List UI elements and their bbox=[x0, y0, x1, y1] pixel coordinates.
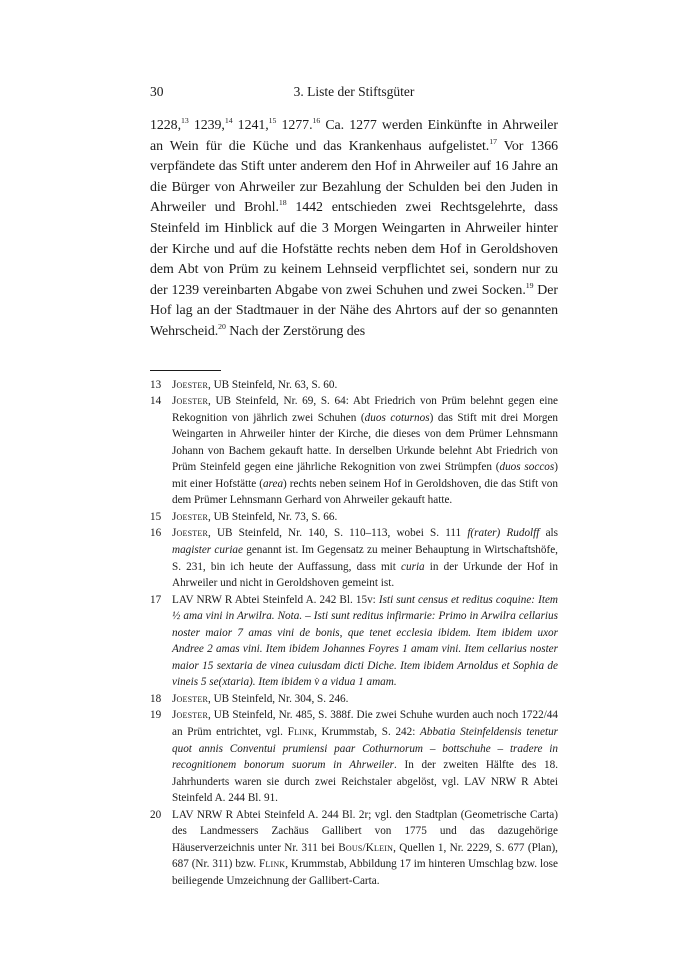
running-head: 3. Liste der Stiftsgüter bbox=[293, 84, 415, 99]
author-name: Joester bbox=[172, 378, 208, 391]
text-run: , Krummstab, S. 242: bbox=[313, 726, 421, 739]
text-run: . In der zweiten Hälfte des 18. Jahrhunderts waren sie durch zwei Reichstaler abgelöst, vgl. LAV NRW R Abtei Steinfeld A. 244 Bl. 91. bbox=[172, 759, 559, 805]
footnote-item bbox=[150, 393, 558, 509]
text-run: , UB Steinfeld, Nr. 73, S. 66. bbox=[207, 510, 338, 523]
footnote-number: 15 bbox=[150, 510, 162, 523]
footnote-text bbox=[172, 525, 558, 591]
author-name: Joester bbox=[172, 527, 208, 540]
author-name: Flink bbox=[287, 726, 314, 739]
text-run: , UB Steinfeld, Nr. 140, S. 110–113, wobei S. 111 bbox=[207, 527, 468, 540]
footnote-number: 17 bbox=[150, 593, 162, 606]
text-run: 1239, bbox=[188, 118, 225, 133]
text-run: LAV NRW R Abtei Steinfeld A. 242 Bl. 15v: bbox=[172, 593, 379, 606]
footnote-item bbox=[150, 525, 558, 591]
footnote-reference: 18 bbox=[278, 198, 287, 208]
text-run: , UB Steinfeld, Nr. 304, S. 246. bbox=[207, 692, 349, 705]
author-name: Joester bbox=[172, 692, 208, 705]
latin-quotation: duos coturnos bbox=[364, 411, 430, 424]
main-paragraph bbox=[150, 116, 558, 343]
latin-quotation: Abbatia Steinfeldensis tenetur quot annis Conventui prumiensi paar Cothurnorum – bottschuhe – tradere in recognitionem bonorum suorum in Ahrweiler bbox=[172, 726, 559, 772]
latin-quotation: magister curiae bbox=[172, 544, 243, 556]
footnote-number: 20 bbox=[150, 808, 162, 821]
footnote-item bbox=[150, 509, 558, 526]
latin-quotation: f(rater) Rudolff bbox=[467, 527, 540, 540]
footnote-reference: 16 bbox=[312, 116, 321, 125]
footnote-reference: 20 bbox=[218, 321, 226, 331]
footnote-item bbox=[150, 807, 558, 890]
footnote-text bbox=[172, 393, 558, 509]
author-name: Joester bbox=[172, 709, 208, 722]
text-run: in der Urkunde der Hof in Ahrweiler und nicht in Geroldshoven gemeint ist. bbox=[172, 560, 558, 590]
footnote-number: 14 bbox=[150, 395, 162, 408]
footnote-reference: 15 bbox=[268, 116, 277, 125]
text-run: 1277. bbox=[276, 118, 313, 133]
latin-quotation: area bbox=[262, 477, 284, 490]
footnote-item bbox=[150, 592, 558, 691]
footnote-text bbox=[172, 691, 558, 708]
author-name: Joester bbox=[172, 395, 208, 408]
footnote-number: 16 bbox=[150, 527, 162, 540]
footnote-reference: 13 bbox=[181, 116, 189, 125]
book-page bbox=[150, 82, 558, 889]
footnote-number: 18 bbox=[150, 692, 162, 705]
latin-quotation: Isti sunt census et reditus coquine: Item ½ ama vini in Arwilra. Nota. – Isti sunt reditus infirmarie: Primo in Arwilra cellarius noster maior 7 amas vini de bonis, que tenet ecclesia ibidem. Item ibidem uxor Andree 2 amas vini. Item ibidem Johannes Foyres 1 amam vini. Item cellarius noster maior 15 sextaria de vinea cuiusdam dicti Diche. Item ibidem Arnoldus et Sophia de vineis 5 se(xtaria). Item ibidem v̇ a vidua 1 amam. bbox=[172, 593, 558, 689]
author-name: Joester bbox=[172, 510, 208, 523]
text-run: Vor 1366 verpfändete das Stift unter anderem den Hof in Ahrweiler auf 16 Jahre an die Bürger von Ahrweiler zur Bezahlung der Schulden bei den Juden in Ahrweiler und Brohl. bbox=[150, 138, 558, 216]
footnote-reference: 19 bbox=[525, 280, 534, 290]
text-run: 1228, bbox=[150, 118, 182, 133]
footnote-text bbox=[172, 509, 558, 526]
text-run: als bbox=[539, 527, 558, 540]
page-header bbox=[150, 82, 558, 104]
text-run: , UB Steinfeld, Nr. 485, S. 388f. Die zwei Schuhe wurden auch noch 1722/44 an Prüm entrichtet, vgl. bbox=[172, 709, 558, 739]
footnotes bbox=[150, 377, 558, 890]
text-run: ) das Stift mit drei Morgen Weingarten in Ahrweiler hinter der Kirche, die dieses von dem Prümer Lehnsmann Johann von Bachem gekauft hatte. In derselben Urkunde belehnt Abt Friedrich von Prüm Steinfeld gegen eine jährliche Rekognition von zwei Strümpfen ( bbox=[172, 411, 559, 474]
footnote-item bbox=[150, 691, 558, 708]
footnote-item bbox=[150, 707, 558, 806]
latin-quotation: curia bbox=[401, 560, 425, 573]
text-run: Der Hof lag an der Stadtmauer in der Nähe des Ahrtors auf der so genannten Wehrscheid. bbox=[150, 282, 558, 339]
footnote-text bbox=[172, 707, 558, 806]
footnote-number: 13 bbox=[150, 378, 162, 391]
author-name: Flink bbox=[258, 858, 286, 871]
latin-quotation: duos soccos bbox=[499, 461, 555, 474]
footnote-reference: 14 bbox=[224, 116, 233, 125]
author-name: Bous/Klein bbox=[338, 841, 394, 854]
text-run: ) rechts neben seinem Hof in Geroldshoven, die das Stift von dem Prümer Lehnsmann Gerhard von Ahrweiler gekauft hatte. bbox=[172, 477, 558, 507]
page-number: 30 bbox=[150, 84, 164, 99]
text-run: 1241, bbox=[232, 118, 269, 133]
text-run: , UB Steinfeld, Nr. 69, S. 64: Abt Friedrich von Prüm belehnt gegen eine Rekognition von jährlich zwei Schuhen ( bbox=[172, 395, 558, 424]
text-run: , Quellen 1, Nr. 2229, S. 677 (Plan), 687 (Nr. 311) bzw. bbox=[172, 841, 558, 871]
footnote-separator bbox=[150, 370, 221, 371]
text-run: genannt ist. Im Gegensatz zu meiner Behauptung in Wirtschaftshöfe, S. 231, bin ich heute der Auffassung, dass mit bbox=[172, 544, 558, 573]
text-run: , UB Steinfeld, Nr. 63, S. 60. bbox=[207, 378, 338, 391]
footnote-reference: 17 bbox=[489, 136, 497, 146]
footnote-text bbox=[172, 807, 558, 890]
footnote-text bbox=[172, 592, 558, 691]
text-run: , Krummstab, Abbildung 17 im hinteren Umschlag bzw. lose beiliegende Umzeichnung der Gallibert-Carta. bbox=[172, 858, 558, 887]
footnote-item bbox=[150, 377, 558, 394]
footnote-number: 19 bbox=[150, 709, 162, 722]
text-run: 1442 entschieden zwei Rechtsgelehrte, dass Steinfeld im Hinblick auf die 3 Morgen Weingarten in Ahrweiler hinter der Kirche und auf die Hofstätte rechts neben dem Hof in Geroldshoven dem Abt von Prüm zu keinem Lehnseid verpflichtet sei, sondern nur zu der 1239 vereinbarten Abgabe von zwei Schuhen und zwei Socken. bbox=[150, 200, 558, 298]
text-run: LAV NRW R Abtei Steinfeld A. 244 Bl. 2r; vgl. den Stadtplan (Geometrische Carta) des Landmessers Zachäus Gallibert von 1775 und das dazugehörige Häuserverzeichnis unter Nr. 311 bei bbox=[172, 808, 558, 854]
footnote-text bbox=[172, 377, 558, 394]
text-run: Ca. 1277 werden Einkünfte in Ahrweiler an Wein für die Küche und das Krankenhaus aufgelistet. bbox=[150, 118, 558, 154]
text-run: ) mit einer Hofstätte ( bbox=[172, 461, 558, 490]
text-run: Nach der Zerstörung des bbox=[225, 323, 366, 339]
